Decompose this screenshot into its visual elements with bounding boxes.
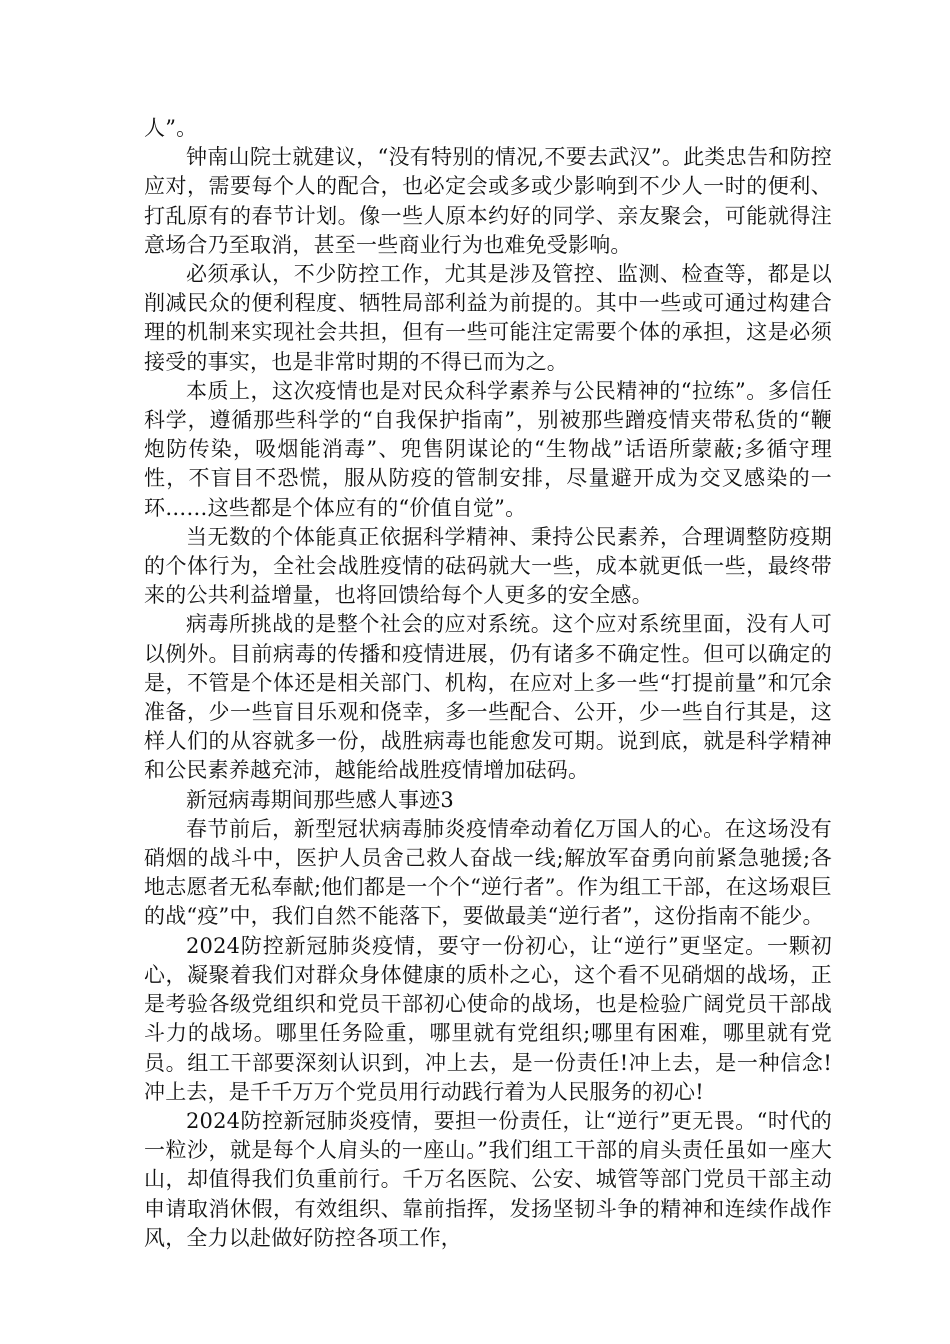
document-page [144, 114, 832, 1253]
section-heading: 新冠病毒期间那些感人事迹3 [186, 787, 454, 812]
paragraph: 春节前后，新型冠状病毒肺炎疫情牵动着亿万国人的心。在这场没有硝烟的战斗中，医护人员舍己救人奋战一线;解放军奋勇向前紧急驰援;各地志愿者无私奉献;他们都是一个个“逆行者”。作为组工干部，在这场艰巨的战“疫”中，我们自然不能落下，要做最美“逆行者”，这份指南不能少。 [144, 816, 832, 929]
paragraph: 当无数的个体能真正依据科学精神、秉持公民素养，合理调整防疫期的个体行为，全社会战胜疫情的砝码就大一些，成本就更低一些，最终带来的公共利益增量，也将回馈给每个人更多的安全感。 [144, 524, 832, 608]
paragraph: 2024防控新冠肺炎疫情，要担一份责任，让“逆行”更无畏。“时代的一粒沙，就是每个人肩头的一座山。”我们组工干部的肩头责任虽如一座大山，却值得我们负重前行。千万名医院、公安、城管等部门党员干部主动申请取消休假，有效组织、靠前指挥，发扬坚韧斗争的精神和连续作战作风，全力以赴做好防控各项工作， [144, 1108, 832, 1250]
paragraph: 必须承认，不少防控工作，尤其是涉及管控、监测、检查等，都是以削减民众的便利程度、牺牲局部利益为前提的。其中一些或可通过构建合理的机制来实现社会共担，但有一些可能注定需要个体的承担，这是必须接受的事实，也是非常时期的不得已而为之。 [144, 262, 832, 374]
paragraph: 2024防控新冠肺炎疫情，要守一份初心，让“逆行”更坚定。一颗初心，凝聚着我们对群众身体健康的质朴之心，这个看不见硝烟的战场，正是考验各级党组织和党员干部初心使命的战场，也是检验广阔党员干部战斗力的战场。哪里任务险重，哪里就有党组织;哪里有困难，哪里就有党员。组工干部要深刻认识到，冲上去，是一份责任!冲上去，是一种信念!冲上去，是千千万万个党员用行动践行着为人民服务的初心! [144, 933, 832, 1104]
paragraph: 人”。 [144, 116, 198, 140]
paragraph: 病毒所挑战的是整个社会的应对系统。这个应对系统里面，没有人可以例外。目前病毒的传播和疫情进展，仍有诸多不确定性。但可以确定的是，不管是个体还是相关部门、机构，在应对上多一些“打提前量”和冗余准备，少一些盲目乐观和侥幸，多一些配合、公开，少一些自行其是，这样人们的从容就多一份，战胜病毒也能愈发可期。说到底，就是科学精神和公民素养越充沛，越能给战胜疫情增加砝码。 [144, 612, 832, 783]
paragraph: 钟南山院士就建议，“没有特别的情况,不要去武汉”。此类忠告和防控应对，需要每个人的配合，也必定会或多或少影响到不少人一时的便利、打乱原有的春节计划。像一些人原本约好的同学、亲友聚会，可能就得注意场合乃至取消，甚至一些商业行为也难免受影响。 [144, 145, 832, 257]
paragraph: 本质上，这次疫情也是对民众科学素养与公民精神的“拉练”。多信任科学，遵循那些科学的“自我保护指南”，别被那些蹭疫情夹带私货的“鞭炮防传染，吸烟能消毒”、兜售阴谋论的“生物战”话语所蒙蔽;多循守理性，不盲目不恐慌，服从防疫的管制安排，尽量避开成为交叉感染的一环……这些都是个体应有的“价值自觉”。 [144, 378, 832, 520]
